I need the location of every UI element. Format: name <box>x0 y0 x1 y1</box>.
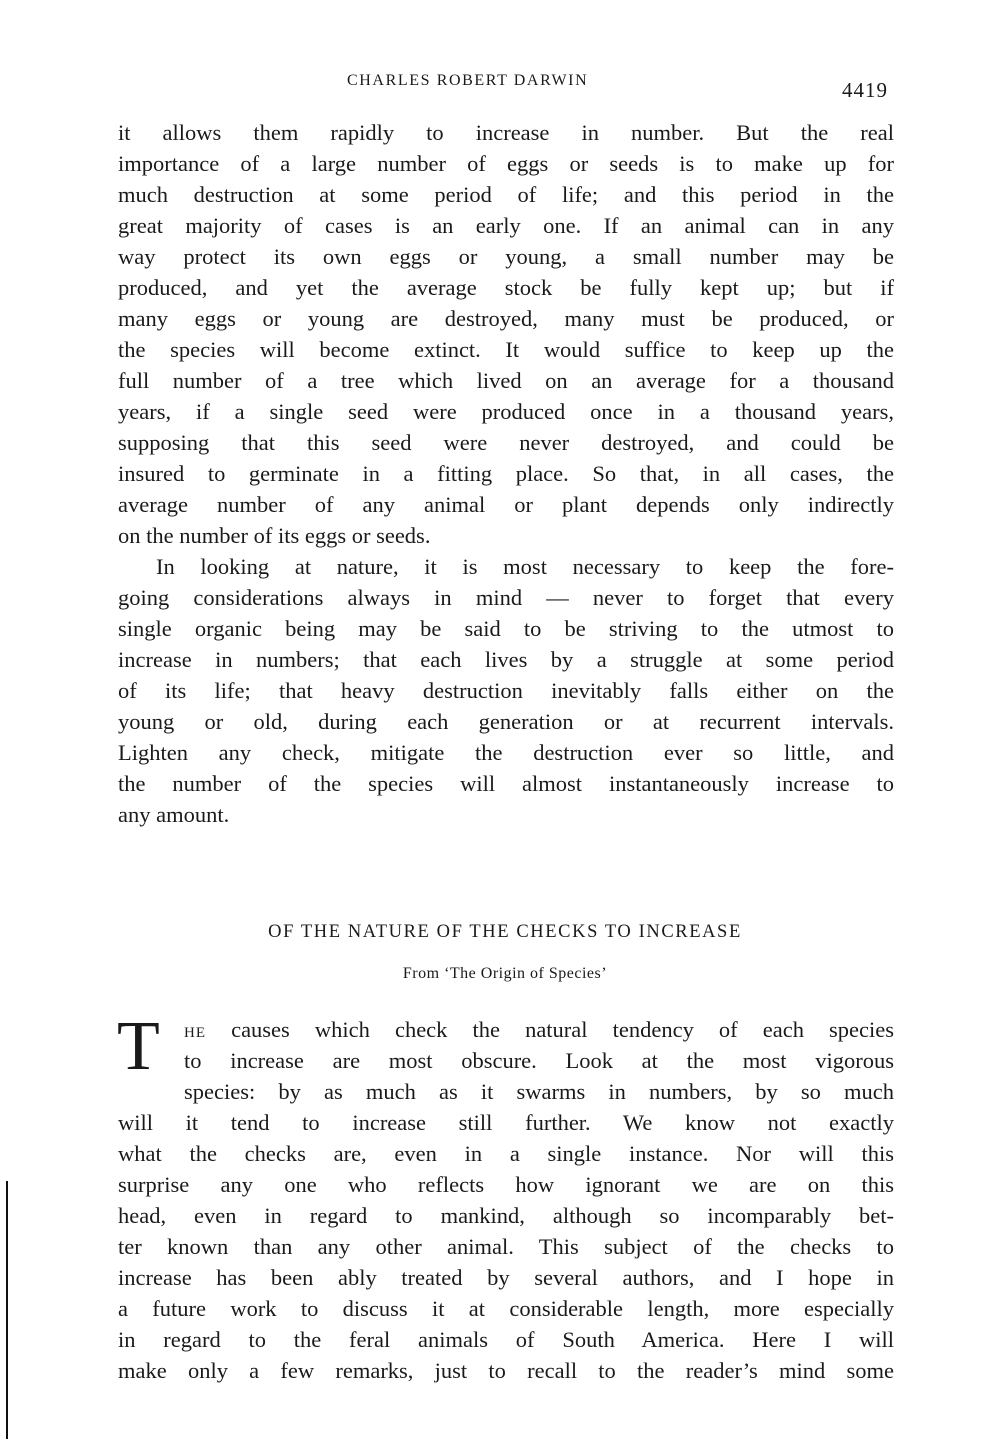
text-line: in regard to the feral animals of South America. Here I will <box>118 1327 894 1352</box>
text-line: single organic being may be said to be striving to the utmost to <box>118 616 894 641</box>
text-line: much destruction at some period of life; and this period in the <box>118 182 894 207</box>
text-line: what the checks are, even in a single instance. Nor will this <box>118 1141 894 1166</box>
text-line: head, even in regard to mankind, although so incomparably bet- <box>118 1203 894 1228</box>
text-line: full number of a tree which lived on an average for a thousand <box>118 368 894 393</box>
text-line: will it tend to increase still further. We know not exactly <box>118 1110 894 1135</box>
text-line: importance of a large number of eggs or seeds is to make up for <box>118 151 894 176</box>
text-line: any amount. <box>118 802 230 827</box>
running-title: CHARLES ROBERT DARWIN <box>347 72 589 89</box>
text-line: many eggs or young are destroyed, many must be produced, or <box>118 306 894 331</box>
running-header <box>0 72 1000 102</box>
text-line: average number of any animal or plant depends only indirectly <box>118 492 894 517</box>
text-line: young or old, during each generation or at recurrent intervals. <box>118 709 894 734</box>
text-line: great majority of cases is an early one. If an animal can in any <box>118 213 894 238</box>
text-line: increase has been ably treated by several authors, and I hope in <box>118 1265 894 1290</box>
text-line: on the number of its eggs or seeds. <box>118 523 431 548</box>
text-line: In looking at nature, it is most necessary to keep the fore- <box>156 554 894 579</box>
text-line: it allows them rapidly to increase in number. But the real <box>118 120 894 145</box>
text-line: Lighten any check, mitigate the destruction ever so little, and <box>118 740 894 765</box>
text-line: insured to germinate in a fitting place. So that, in all cases, the <box>118 461 894 486</box>
text-line: of its life; that heavy destruction inevitably falls either on the <box>118 678 894 703</box>
text-line: supposing that this seed were never destroyed, and could be <box>118 430 894 455</box>
text-line: make only a few remarks, just to recall to the reader’s mind some <box>118 1358 894 1383</box>
text-line: the number of the species will almost instantaneously increase to <box>118 771 894 796</box>
text-line: a future work to discuss it at considerable length, more especially <box>118 1296 894 1321</box>
page-number: 4419 <box>842 78 888 102</box>
section-title: OF THE NATURE OF THE CHECKS TO INCREASE <box>268 922 742 942</box>
margin-rule <box>6 1181 8 1439</box>
text-line: to increase are most obscure. Look at the most vigorous <box>184 1048 894 1073</box>
text-line: produced, and yet the average stock be fully kept up; but if <box>118 275 894 300</box>
text-line: surprise any one who reflects how ignorant we are on this <box>118 1172 894 1197</box>
text-line: species: by as much as it swarms in numbers, by so much <box>184 1079 894 1104</box>
paragraph-3 <box>117 1008 894 1386</box>
text-line: ter known than any other animal. This subject of the checks to <box>118 1234 894 1259</box>
text-line <box>118 1014 894 1045</box>
paragraph-1 <box>118 117 894 551</box>
text-line: increase in numbers; that each lives by a struggle at some period <box>118 647 894 672</box>
small-caps-word: HE <box>184 1025 206 1041</box>
drop-cap: T <box>117 1008 160 1085</box>
first-line-text: causes which check the natural tendency of each species <box>206 1017 894 1042</box>
section-source: From ‘The Origin of Species’ <box>402 965 608 982</box>
text-line: the species will become extinct. It would suffice to keep up the <box>118 337 894 362</box>
text-line: going considerations always in mind — never to forget that every <box>118 585 894 610</box>
text-line: way protect its own eggs or young, a small number may be <box>118 244 894 269</box>
text-line: years, if a single seed were produced once in a thousand years, <box>118 399 894 424</box>
paragraph-2 <box>118 551 894 830</box>
